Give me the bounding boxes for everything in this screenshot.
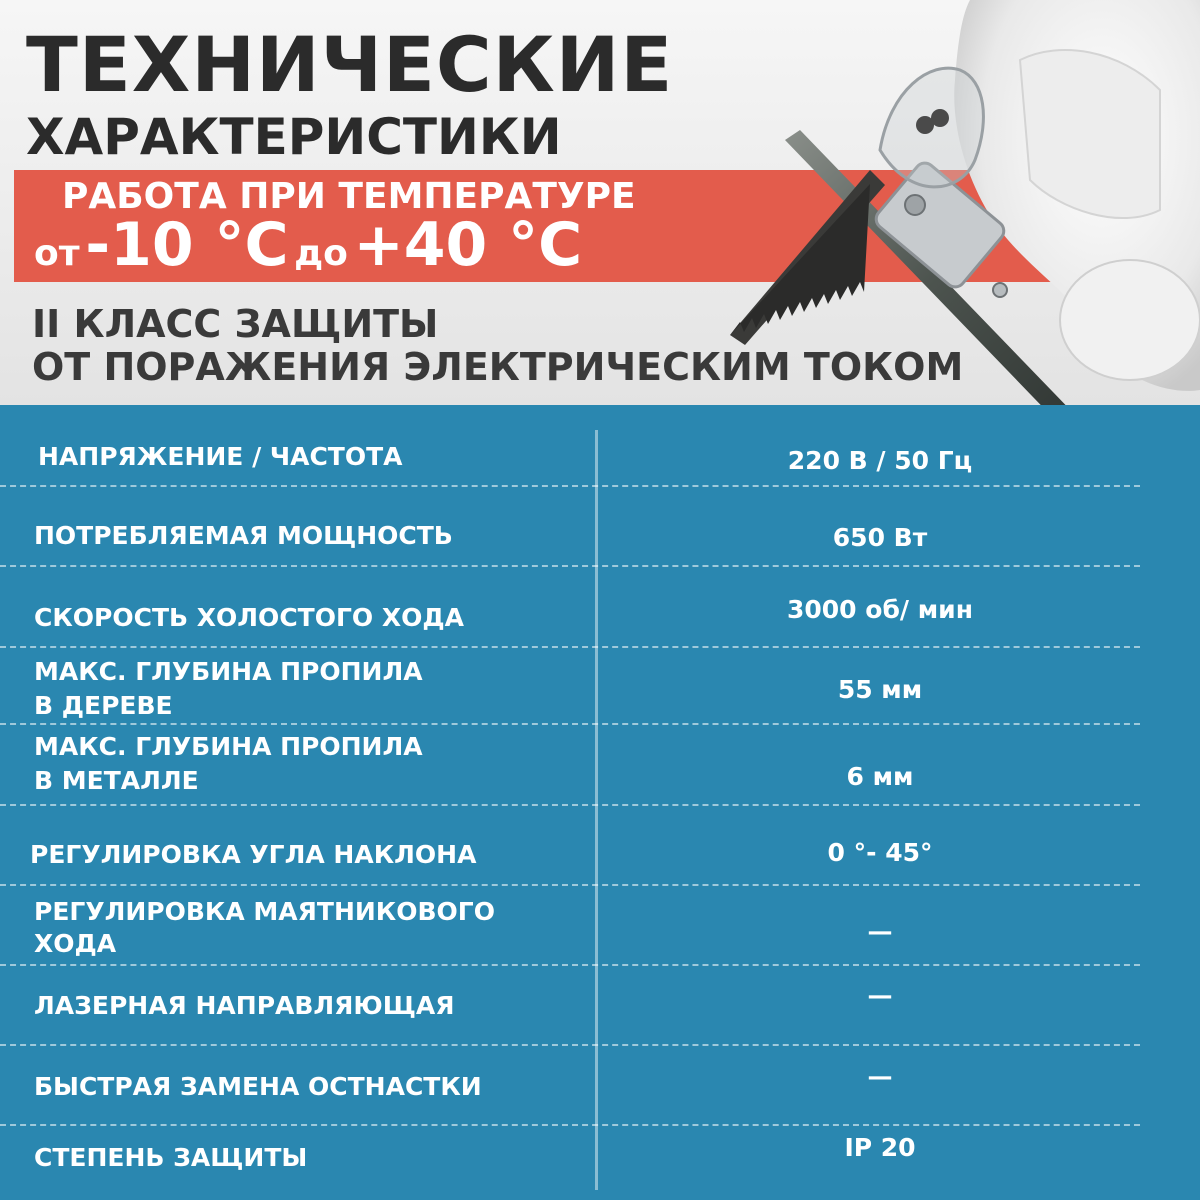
row-divider xyxy=(0,485,1140,487)
temperature-from-value: -10 °C xyxy=(85,210,289,280)
temperature-to-value: +40 °C xyxy=(353,210,583,280)
spec-value: 6 мм xyxy=(846,762,914,791)
spec-label: РЕГУЛИРОВКА МАЯТНИКОВОГО xyxy=(34,897,495,926)
row-divider xyxy=(0,804,1140,806)
spec-value: IP 20 xyxy=(844,1133,916,1162)
temperature-heading: РАБОТА ПРИ ТЕМПЕРАТУРЕ xyxy=(62,176,636,217)
row-divider xyxy=(0,1044,1140,1046)
spec-value: 3000 об/ мин xyxy=(787,595,973,624)
spec-value: — xyxy=(867,981,893,1010)
row-divider xyxy=(0,565,1140,567)
spec-value: — xyxy=(867,1062,893,1091)
spec-value: 220 В / 50 Гц xyxy=(787,446,973,475)
spec-label: РЕГУЛИРОВКА УГЛА НАКЛОНА xyxy=(30,840,477,869)
spec-label: БЫСТРАЯ ЗАМЕНА ОСТНАСТКИ xyxy=(34,1072,482,1101)
jigsaw-tool-image xyxy=(700,0,1200,430)
row-divider xyxy=(0,723,1140,725)
spec-label: НАПРЯЖЕНИЕ / ЧАСТОТА xyxy=(38,442,403,471)
page-title: ТЕХНИЧЕСКИЕ xyxy=(26,20,674,109)
row-divider xyxy=(0,884,1140,886)
spec-label: МАКС. ГЛУБИНА ПРОПИЛА xyxy=(34,657,423,686)
spec-label-line2: В ДЕРЕВЕ xyxy=(34,691,173,720)
row-divider xyxy=(0,646,1140,648)
spec-label: ПОТРЕБЛЯЕМАЯ МОЩНОСТЬ xyxy=(34,521,453,550)
spec-label: МАКС. ГЛУБИНА ПРОПИЛА xyxy=(34,732,423,761)
page-subtitle: ХАРАКТЕРИСТИКИ xyxy=(26,108,562,166)
spec-value: — xyxy=(867,917,893,946)
spec-value: 650 Вт xyxy=(832,523,928,552)
row-divider xyxy=(0,1124,1140,1126)
temperature-from-word: от xyxy=(34,233,80,274)
column-divider xyxy=(595,430,598,1190)
temperature-to-word: до xyxy=(294,233,348,274)
spec-value: 0 °- 45° xyxy=(827,838,933,867)
protection-class-line1: II КЛАСС ЗАЩИТЫ xyxy=(32,302,439,346)
spec-label-line2: ХОДА xyxy=(34,929,117,958)
spec-label: ЛАЗЕРНАЯ НАПРАВЛЯЮЩАЯ xyxy=(34,991,455,1020)
spec-value: 55 мм xyxy=(837,675,923,704)
spec-label: СКОРОСТЬ ХОЛОСТОГО ХОДА xyxy=(34,603,464,632)
temperature-range xyxy=(34,210,582,280)
row-divider xyxy=(0,964,1140,966)
spec-label: СТЕПЕНЬ ЗАЩИТЫ xyxy=(34,1143,308,1172)
spec-label-line2: В МЕТАЛЛЕ xyxy=(34,766,199,795)
protection-class-line2: ОТ ПОРАЖЕНИЯ ЭЛЕКТРИЧЕСКИМ ТОКОМ xyxy=(32,345,964,389)
